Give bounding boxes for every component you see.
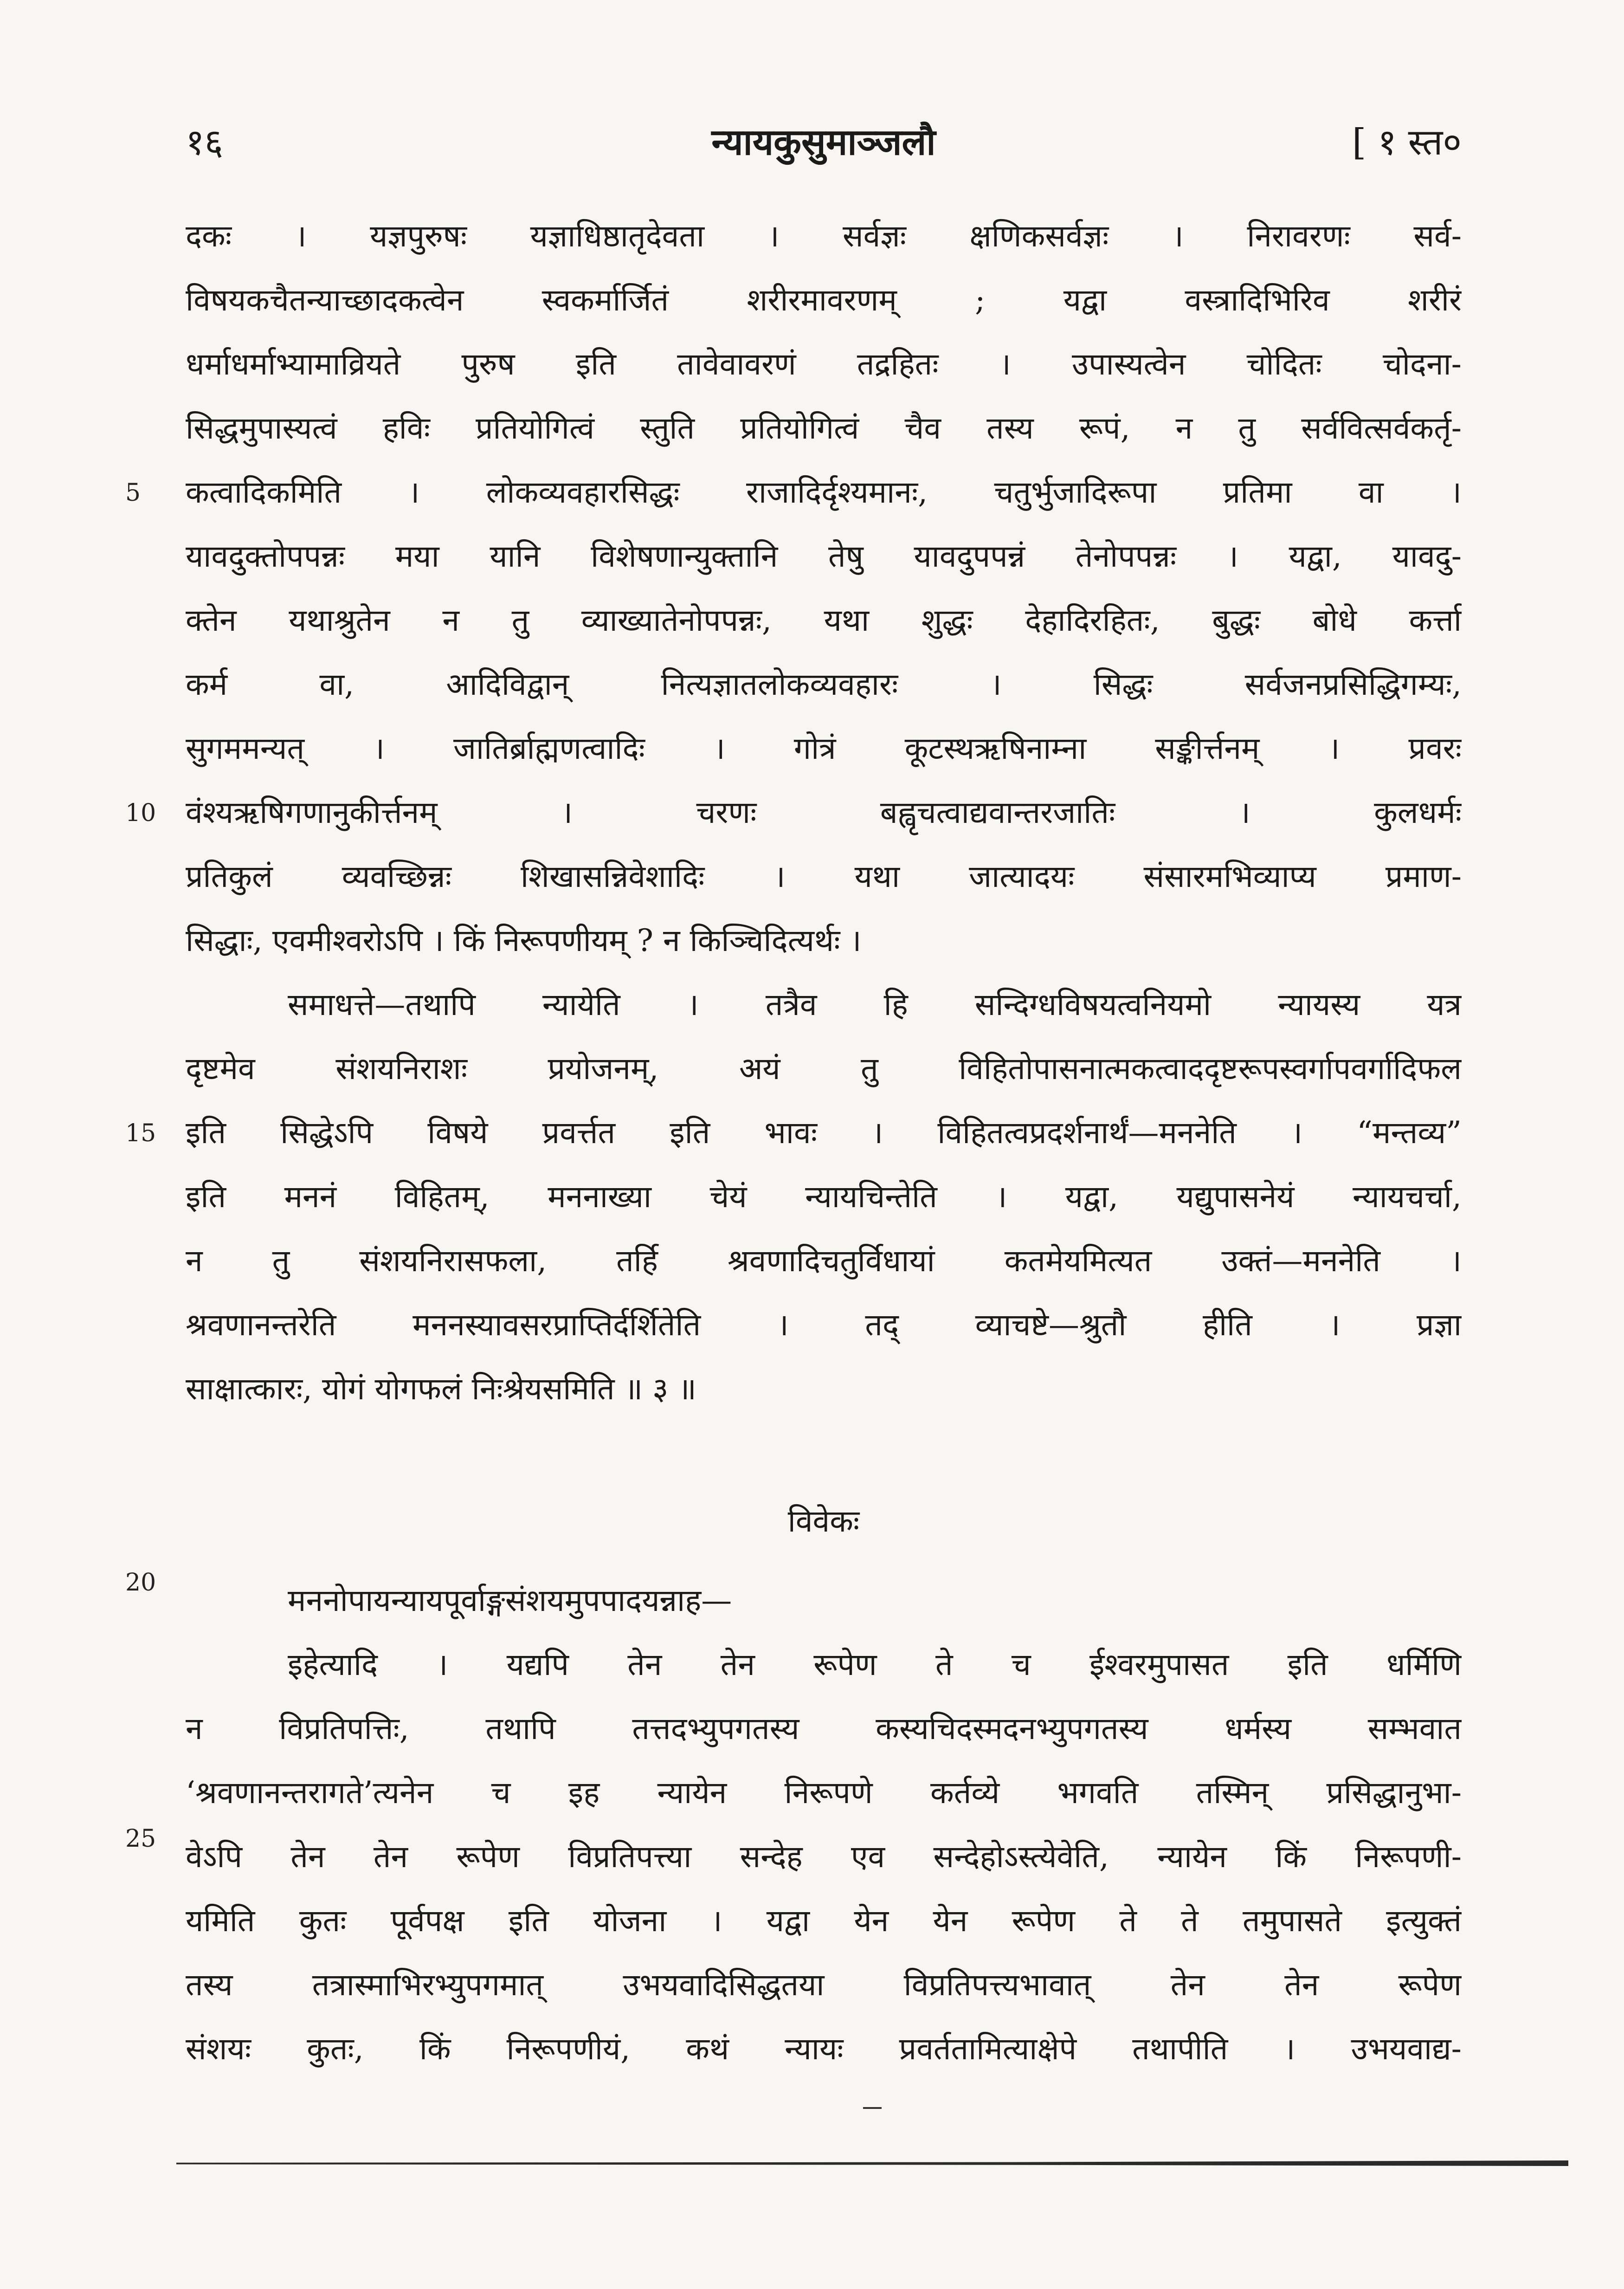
section-heading: विवेकः [787, 1503, 860, 1539]
text-line: प्रतिकुलं व्यवच्छिन्नः शिखासन्निवेशादिः । यथा जात्यादयः संसारमभिव्याप्य प्रमाण- [186, 859, 1462, 894]
ink-mark [863, 2107, 882, 2109]
commentary-block [186, 204, 1462, 1421]
text-line: न विप्रतिपत्तिः, तथापि तत्तदभ्युपगतस्य कस्यचिदस्मदनभ्युपगतस्य धर्मस्य सम्भवात [186, 1711, 1462, 1746]
text-line: सुगममन्यत् । जातिर्ब्राह्मणत्वादिः । गोत्रं कूटस्थऋषिनाम्ना सङ्कीर्त्तनम् । प्रवरः [186, 731, 1462, 766]
text-line: दकः । यज्ञपुरुषः यज्ञाधिष्ठातृदेवता । सर्वज्ञः क्षणिकसर्वज्ञः । निरावरणः सर्व- [186, 218, 1462, 254]
viveka-block [186, 1569, 1462, 2081]
text-line: श्रवणानन्तरेति मननस्यावसरप्राप्तिर्दर्शितेति । तद् व्याचष्टे—श्रुतौ हीति । प्रज्ञा [186, 1307, 1462, 1343]
text-line: दृष्टमेव संशयनिराशः प्रयोजनम्, अयं तु विहितोपासनात्मकत्वाददृष्टरूपस्वर्गापवर्गादिफल [186, 1051, 1462, 1086]
line-number: 20 [125, 1569, 156, 1597]
text-line: इति मननं विहितम्, मननाख्या चेयं न्यायचिन्तेति । यद्वा, यद्युपासनेयं न्यायचर्चा, [186, 1179, 1462, 1215]
text-line: धर्माधर्माभ्यामाव्रियते पुरुष इति तावेवावरणं तद्रहितः । उपास्यत्वेन चोदितः चोदना- [186, 346, 1462, 382]
text-line: समाधत्ते—तथापि न्यायेति । तत्रैव हि सन्दिग्धविषयत्वनियमो न्यायस्य यत्र [288, 987, 1462, 1022]
text-line: यमिति कुतः पूर्वपक्ष इति योजना । यद्वा येन येन रूपेण ते ते तमुपासते इत्युक्तं [186, 1903, 1462, 1939]
text-line: कर्म वा, आदिविद्वान् नित्यज्ञातलोकव्यवहारः । सिद्धः सर्वजनप्रसिद्धिगम्यः, [186, 666, 1462, 702]
text-line: सिद्धाः, एवमीश्वरोऽपि । किं निरूपणीयम् ? न किञ्चिदित्यर्थः । [186, 923, 862, 958]
running-title: न्यायकुसुमाञ्जलौ [711, 121, 936, 163]
text-line: तस्य तत्रास्माभिरभ्युपगमात् उभयवादिसिद्धतया विप्रतिपत्त्यभावात् तेन तेन रूपेण [186, 1967, 1462, 2003]
text-line: साक्षात्कारः, योगं योगफलं निःश्रेयसमिति ॥ ३ ॥ [186, 1371, 696, 1407]
text-line: मननोपायन्यायपूर्वाङ्गसंशयमुपपादयन्नाह— [288, 1583, 732, 1618]
text-line: संशयः कुतः, किं निरूपणीयं, कथं न्यायः प्रवर्ततामित्याक्षेपे तथापीति । उभयवाद्य- [186, 2031, 1462, 2067]
line-number: 25 [125, 1825, 156, 1853]
text-line: इहेत्यादि । यद्यपि तेन तेन रूपेण ते च ईश्वरमुपासत इति धर्मिणि [288, 1647, 1462, 1682]
page-header [186, 116, 1462, 172]
text-line: कत्वादिकमिति । लोकव्यवहारसिद्धः राजादिर्दृश्यमानः, चतुर्भुजादिरूपा प्रतिमा वा । [186, 474, 1462, 510]
line-number: 15 [125, 1119, 156, 1147]
text-line: वंश्यऋषिगणानुकीर्त्तनम् । चरणः बह्वृचत्वाद्यवान्तरजातिः । कुलधर्मः [186, 795, 1462, 830]
bottom-rule [176, 2160, 1568, 2166]
text-line: यावदुक्तोपपन्नः मया यानि विशेषणान्युक्तानि तेषु यावदुपपन्नं तेनोपपन्नः । यद्वा, यावदु- [186, 538, 1462, 574]
text-line: इति सिद्धेऽपि विषये प्रवर्त्तत इति भावः । विहितत्वप्रदर्शनार्थं—मननेति । “मन्तव्य” [186, 1115, 1462, 1151]
line-number: 10 [125, 799, 156, 827]
text-line: सिद्धमुपास्यत्वं हविः प्रतियोगित्वं स्तुति प्रतियोगित्वं चैव तस्य रूपं, न तु सर्ववित्सर्वकर्तृ- [186, 410, 1462, 446]
text-line: न तु संशयनिरासफला, तर्हि श्रवणादिचतुर्विधायां कतमेयमित्यत उक्तं—मननेति । [186, 1243, 1462, 1279]
text-line: वेऽपि तेन तेन रूपेण विप्रतिपत्त्या सन्देह एव सन्देहोऽस्त्येवेति, न्यायेन किं निरूपणी- [186, 1839, 1462, 1875]
text-line: क्तेन यथाश्रुतेन न तु व्याख्यातेनोपपन्नः, यथा शुद्धः देहादिरहितः, बुद्धः बोधे कर्त्ता [186, 602, 1462, 638]
text-line: ‘श्रवणानन्तरागते’त्यनेन च इह न्यायेन निरूपणे कर्तव्ये भगवति तस्मिन् प्रसिद्धानुभा- [186, 1775, 1462, 1811]
text-line: विषयकचैतन्याच्छादकत्वेन स्वकर्मार्जितं शरीरमावरणम् ; यद्वा वस्त्रादिभिरिव शरीरं [186, 282, 1462, 318]
section-marker: [ १ स्त० [1352, 122, 1462, 163]
line-number: 5 [125, 479, 141, 507]
page-number: १६ [186, 122, 224, 163]
